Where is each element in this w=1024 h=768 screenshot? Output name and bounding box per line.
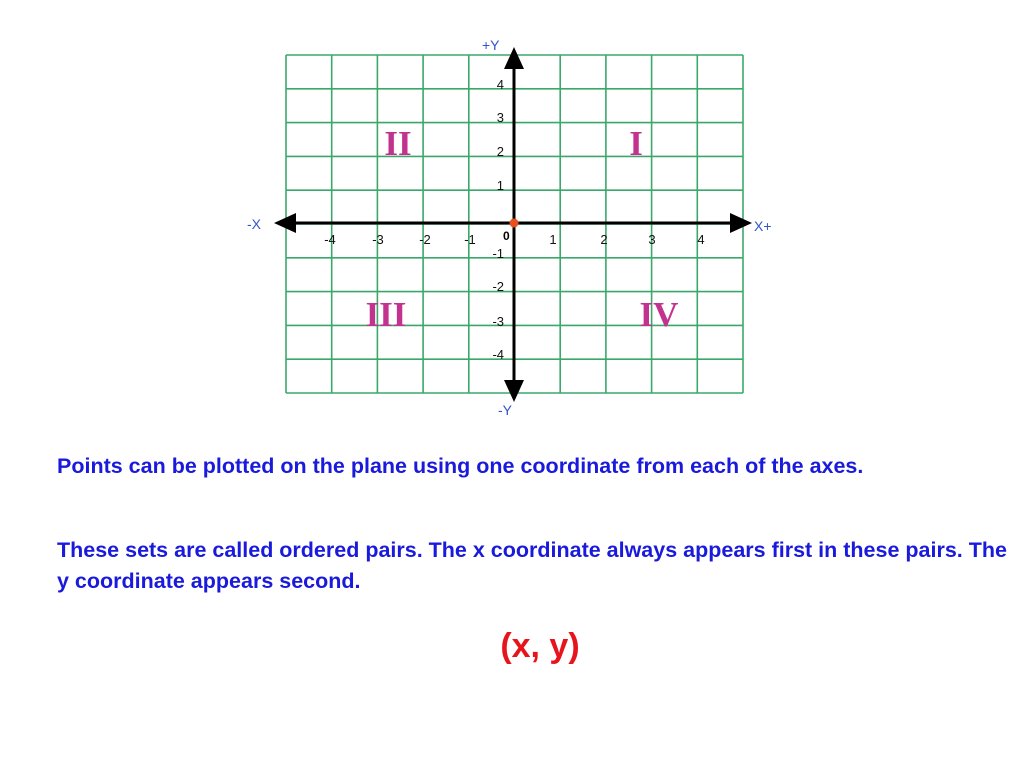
explanation-paragraph-2: These sets are called ordered pairs. The x coordinate always appears first in these pairs. The y coordinate appears second. [57, 538, 1007, 593]
y-tick-label: 2 [496, 144, 504, 159]
y-tick-label: -4 [492, 347, 504, 362]
x-tick-label: -1 [464, 232, 476, 247]
quadrant-ii-label: II [384, 124, 412, 163]
y-axis-down-arrow [504, 380, 524, 402]
explanation-paragraph-1: Points can be plotted on the plane using one coordinate from each of the axes. [57, 454, 864, 478]
x-axis-positive-label: X+ [754, 218, 772, 234]
quadrant-iii-label: III [365, 295, 407, 334]
x-tick-label: -4 [324, 232, 336, 247]
x-tick-label: -3 [372, 232, 384, 247]
y-axis-positive-label: +Y [482, 37, 500, 53]
quadrant-iv-label: IV [639, 295, 679, 334]
y-axis-up-arrow [504, 47, 524, 69]
x-tick-label: 1 [549, 232, 557, 247]
y-tick-label: 4 [496, 77, 504, 92]
x-tick-label: 2 [600, 232, 608, 247]
x-tick-label: -2 [419, 232, 431, 247]
origin-dot [510, 219, 519, 228]
y-tick-label: -2 [492, 279, 504, 294]
x-axis-left-arrow [274, 213, 296, 233]
y-tick-label: 1 [496, 178, 504, 193]
y-tick-label: -1 [492, 246, 504, 261]
ordered-pair-notation: (x, y) [500, 627, 580, 665]
x-axis-right-arrow [730, 213, 752, 233]
y-tick-labels [492, 77, 504, 362]
x-tick-label: 4 [697, 232, 705, 247]
y-tick-label: 3 [496, 110, 504, 125]
y-tick-label: -3 [492, 314, 504, 329]
y-axis-negative-label: -Y [498, 402, 512, 418]
x-tick-label: 3 [648, 232, 656, 247]
origin-label: 0 [503, 229, 510, 243]
x-axis-negative-label: -X [247, 216, 261, 232]
quadrant-i-label: I [629, 124, 643, 163]
